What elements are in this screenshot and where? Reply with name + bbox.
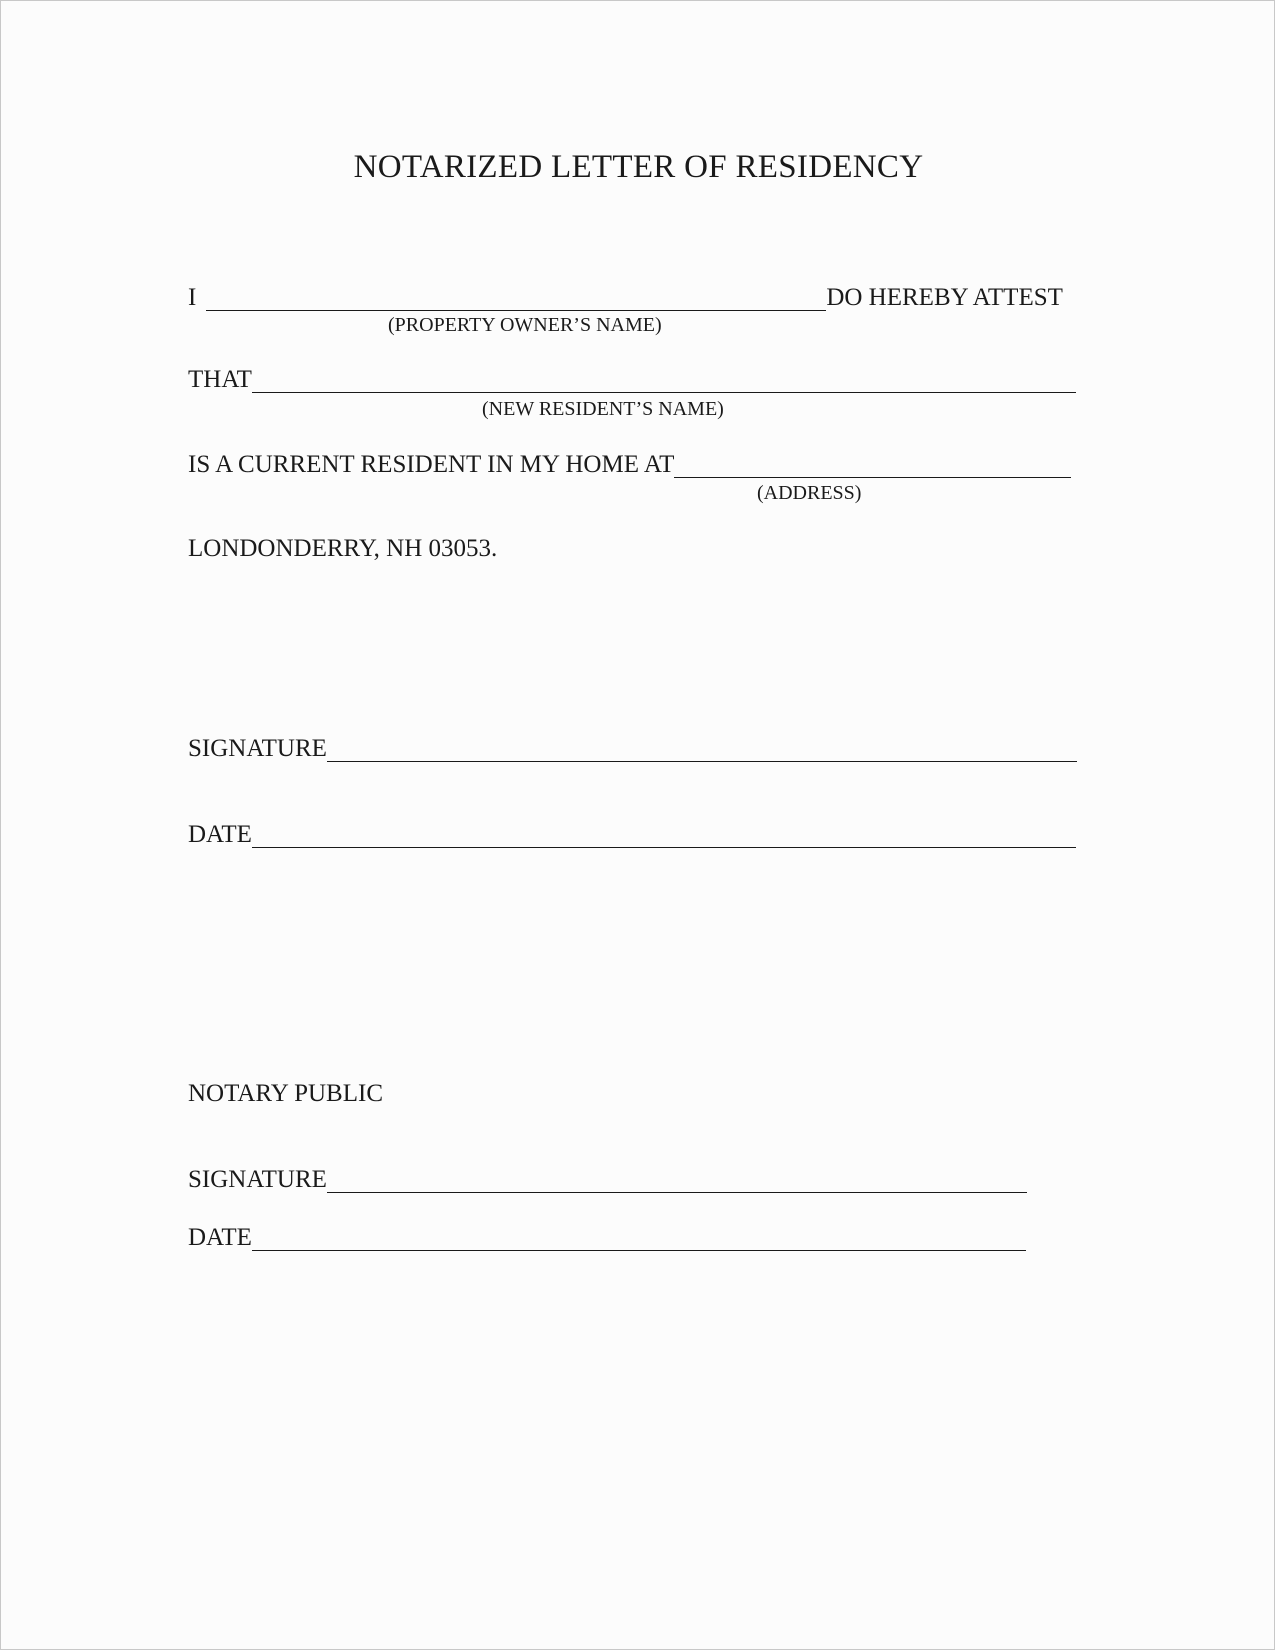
notary-signature-label: SIGNATURE [188,1166,327,1193]
that-line [188,365,1076,395]
resident-line [188,450,1071,480]
property-owner-name-field[interactable] [206,286,826,311]
new-resident-name-field[interactable] [252,368,1076,393]
attest-suffix: DO HEREBY ATTEST [826,284,1063,311]
notary-date-label: DATE [188,1224,252,1251]
owner-signature-field[interactable] [327,737,1077,762]
property-owner-name-caption: (PROPERTY OWNER’S NAME) [388,314,662,336]
resident-prefix: IS A CURRENT RESIDENT IN MY HOME AT [188,451,675,478]
notary-signature-line [188,1165,1027,1195]
notary-date-field[interactable] [252,1226,1026,1251]
city-line: LONDONDERRY, NH 03053. [188,535,498,562]
attest-line [188,283,1063,313]
new-resident-name-caption: (NEW RESIDENT’S NAME) [482,398,724,420]
notary-date-line [188,1223,1026,1253]
notary-heading: NOTARY PUBLIC [188,1080,384,1107]
document-title: NOTARIZED LETTER OF RESIDENCY [353,149,924,185]
address-field[interactable] [674,453,1071,478]
that-prefix: THAT [188,366,252,393]
attest-prefix: I [188,284,197,311]
owner-date-label: DATE [188,821,252,848]
owner-signature-line [188,734,1077,764]
owner-date-line [188,820,1076,850]
owner-date-field[interactable] [252,823,1076,848]
address-caption: (ADDRESS) [757,482,862,504]
notary-signature-field[interactable] [327,1168,1027,1193]
owner-signature-label: SIGNATURE [188,735,327,762]
